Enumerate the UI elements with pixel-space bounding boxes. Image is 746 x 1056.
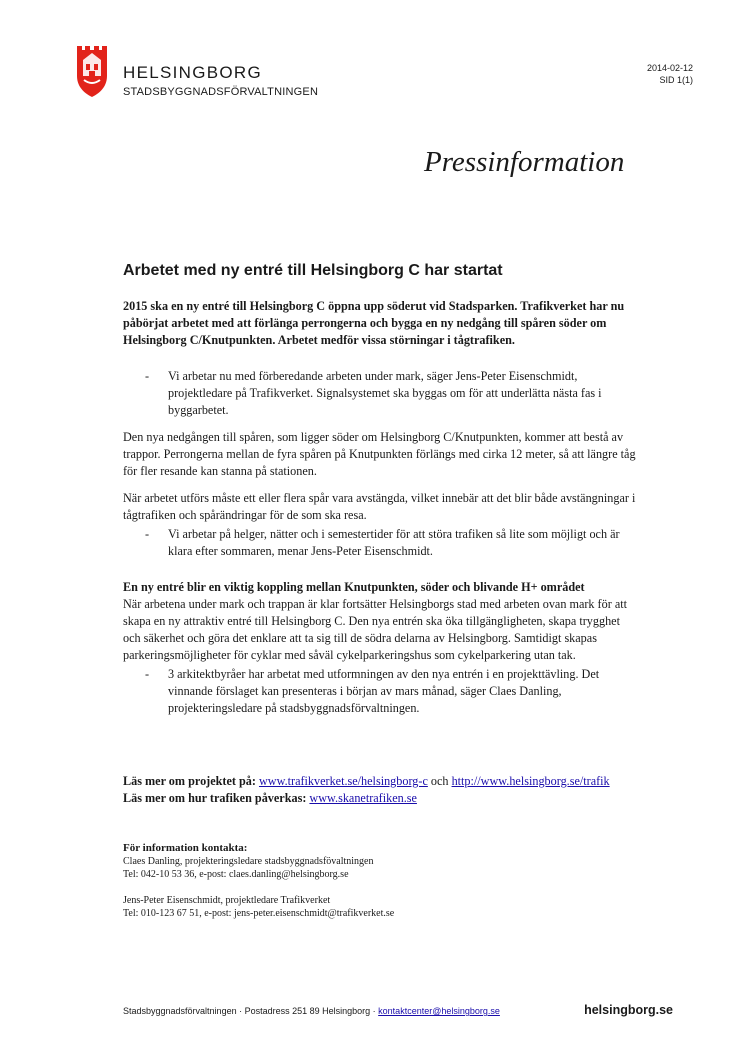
helsingborg-traffic-link[interactable]: http://www.helsingborg.se/trafik [451,774,610,788]
contact-phone-email: Tel: 010-123 67 51, e-post: jens-peter.eisenschmidt@trafikverket.se [123,908,395,919]
quote-text: Vi arbetar nu med förberedande arbeten under mark, säger Jens-Peter Eisenschmidt, projektledare på Trafikverket. Signalsystemet ska byggas om för att underlätta nästa fas i byggarbetet. [168,369,602,417]
department-name: STADSBYGGNADSFÖRVALTNINGEN [123,86,319,98]
skanetrafiken-link[interactable]: www.skanetrafiken.se [309,791,417,805]
helsingborg-coat-of-arms-logo [74,42,110,98]
lead-paragraph: 2015 ska en ny entré till Helsingborg C öppna upp söderut vid Stadsparken. Trafikverket har nu påbörjat arbetet med att förlänga perrongerna och bygga en ny nedgång till spåren söder om Helsingborg C/Knutpunkten. Arbetet medför vissa störningar i tågtrafiken. [123,299,625,347]
footer-address-text: Stadsbyggnadsförvaltningen · Postadress 251 89 Helsingborg · [123,1006,376,1016]
footer-address [123,1006,500,1016]
read-more-links [123,773,653,807]
read-more-line [123,773,653,790]
read-more-label: Läs mer om projektet på: [123,774,256,788]
quote-text: Vi arbetar på helger, nätter och i semestertider för att störa trafiken så lite som möjligt och är klara efter sommaren, menar Jens-Peter Eisenschmidt. [168,527,620,558]
article-body [123,298,638,717]
page-number: SID 1(1) [659,75,693,85]
document-type-title: Pressinformation [424,146,625,178]
section-subheading: En ny entré blir en viktig koppling mellan Knutpunkten, söder och blivande H+ området [123,580,585,594]
dash-bullet: - [145,369,150,383]
body-paragraph: När arbetet utförs måste ett eller flera spår vara avstängda, vilket innebär att det blir både avstängningar i tågtrafiken och spårändringar för de som ska resa. [123,491,636,522]
quote-item [123,368,638,419]
body-paragraph: Den nya nedgången till spåren, som ligger söder om Helsingborg C/Knutpunkten, kommer att bestå av trappor. Perrongerna mellan de fyra spåren på Knutpunkten förlängs med cirka 12 meter, så att längre tåg för fler resande kan stanna på stationen. [123,430,636,478]
contact-email-link[interactable]: kontaktcenter@helsingborg.se [378,1006,500,1016]
read-more-line [123,790,653,807]
org-name: HELSINGBORG [123,63,262,82]
dash-bullet: - [145,527,150,541]
contact-info [123,842,394,920]
conjunction-text: och [430,774,449,788]
document-date: 2014-02-12 [646,63,693,73]
read-more-label: Läs mer om hur trafiken påverkas: [123,791,307,805]
quote-item [123,526,638,560]
contact-name: Claes Danling, projekteringsledare stadsbyggnadsfövaltningen [123,856,374,867]
contact-name: Jens-Peter Eisenschmidt, projektledare Trafikverket [123,895,331,906]
footer-website: helsingborg.se [584,1003,673,1017]
contact-heading: För information kontakta: [123,842,248,854]
dash-bullet: - [145,667,150,681]
quote-item [123,666,638,717]
body-paragraph: När arbetena under mark och trappan är klar fortsätter Helsingborgs stad med arbeten ovan mark för att skapa en ny attraktiv entré till Helsingborg C. Den nya entrén ska öka tillgängligheten, skapa trygghet och säkerhet och göra det enklare att ta sig till de södra delarna av Helsingborg. Samtidigt skapas parkeringsmöjligheter för cyklar med såväl cykelparkeringshus som cykelparkering utan tak. [123,597,628,662]
headline: Arbetet med ny entré till Helsingborg C har startat [123,262,503,279]
contact-phone-email: Tel: 042-10 53 36, e-post: claes.danling@helsingborg.se [123,869,349,880]
trafikverket-link[interactable]: www.trafikverket.se/helsingborg-c [258,774,428,788]
quote-text: 3 arkitektbyråer har arbetat med utformningen av den nya entrén i en projekttävling. Det vinnande förslaget kan presenteras i början av mars månad, säger Claes Danling, projekteringsledare på stadsbyggnadsförvaltningen. [168,667,600,715]
